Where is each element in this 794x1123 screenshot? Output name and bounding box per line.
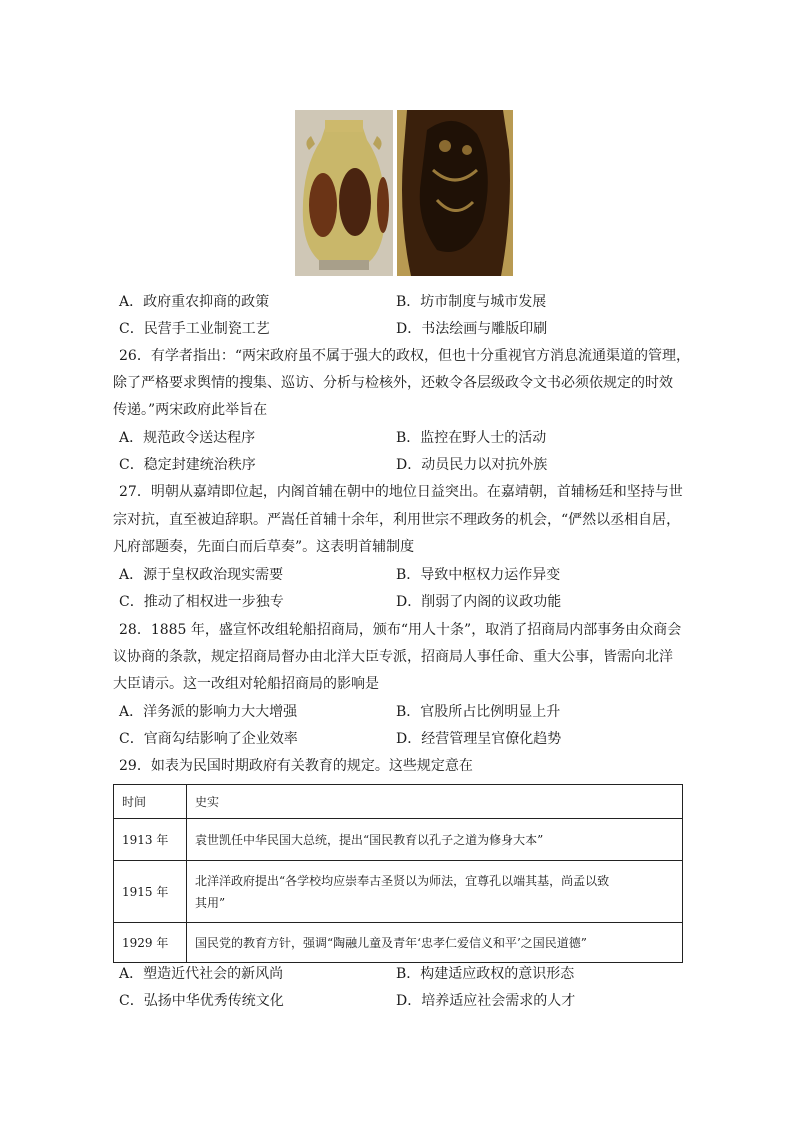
question-28-line-2: 议协商的条款，规定招商局督办由北洋大臣专派，招商局人事任命、重大公事，皆需向北洋 — [113, 649, 673, 665]
option-d: D．动员民力以对抗外族 — [396, 457, 548, 473]
option-a: A．源于皇权政治现实需要 — [119, 567, 284, 583]
question-27-line-2: 宗对抗，直至被迫辞职。严嵩任首辅十余年，利用世宗不理政务的机会，“俨然以丞相自居， — [113, 512, 681, 528]
table-cell-fact: 袁世凯任中华民国大总统，提出“国民教育以孔子之道为修身大本” — [187, 819, 683, 861]
option-d: D．削弱了内阁的议政功能 — [396, 594, 562, 610]
option-a: A．洋务派的影响力大大增强 — [119, 704, 298, 720]
table-row — [114, 861, 683, 923]
option-b: B．监控在野人士的活动 — [396, 430, 547, 446]
table-cell-year: 1929 年 — [114, 923, 187, 963]
option-c: C．民营手工业制瓷工艺 — [119, 321, 270, 337]
option-c: C．推动了相权进一步独专 — [119, 594, 284, 610]
option-b: B．坊市制度与城市发展 — [396, 294, 547, 310]
question-figure — [295, 110, 513, 276]
table-cell-year: 1915 年 — [114, 861, 187, 923]
option-a: A．政府重农抑商的政策 — [119, 294, 270, 310]
table-cell-fact: 国民党的教育方针，强调“陶融儿童及青年‘忠孝仁爱信义和平’之国民道德” — [187, 923, 683, 963]
option-b: B．官股所占比例明显上升 — [396, 704, 561, 720]
table-cell-fact-line-2: 其用” — [195, 895, 226, 910]
history-table — [113, 784, 683, 963]
question-26-line-1: 26．有学者指出：“两宋政府虽不属于强大的政权，但也十分重视官方消息流通渠道的管理， — [119, 348, 690, 364]
table-cell-year: 1913 年 — [114, 819, 187, 861]
option-c: C．弘扬中华优秀传统文化 — [119, 993, 284, 1009]
pattern-closeup-photo — [397, 110, 513, 276]
question-27-line-3: 凡府部题奏，先面白而后草奏”。这表明首辅制度 — [113, 539, 415, 555]
table-header-time: 时间 — [114, 785, 187, 819]
option-d: D．培养适应社会需求的人才 — [396, 993, 576, 1009]
porcelain-jar-photo — [295, 110, 393, 276]
question-26-line-3: 传递。”两宋政府此举旨在 — [113, 402, 268, 418]
table-cell-fact — [187, 861, 683, 923]
option-c: C．稳定封建统治秩序 — [119, 457, 256, 473]
question-28-line-1: 28．1885 年，盛宣怀改组轮船招商局，颁布“用人十条”，取消了招商局内部事务由众商会 — [119, 622, 682, 638]
table-header-row — [114, 785, 683, 819]
option-a: A．规范政令送达程序 — [119, 430, 256, 446]
question-27-line-1: 27．明朝从嘉靖即位起，内阁首辅在朝中的地位日益突出。在嘉靖朝，首辅杨廷和坚持与世 — [119, 484, 683, 500]
table-row — [114, 819, 683, 861]
question-29-line-1: 29．如表为民国时期政府有关教育的规定。这些规定意在 — [119, 758, 473, 774]
table-header-fact: 史实 — [187, 785, 683, 819]
option-c: C．官商勾结影响了企业效率 — [119, 731, 298, 747]
option-d: D．书法绘画与雕版印刷 — [396, 321, 548, 337]
option-a: A．塑造近代社会的新风尚 — [119, 966, 284, 982]
table-cell-fact-line-1: 北洋洋政府提出“各学校均应崇奉古圣贤以为师法，宜尊孔以端其基，尚孟以致 — [195, 873, 610, 888]
option-d: D．经营管理呈官僚化趋势 — [396, 731, 562, 747]
option-b: B．构建适应政权的意识形态 — [396, 966, 575, 982]
question-26-line-2: 除了严格要求舆情的搜集、巡访、分析与检核外，还敕令各层级政令文书必须依规定的时效 — [113, 375, 673, 391]
table-row — [114, 923, 683, 963]
question-28-line-3: 大臣请示。这一改组对轮船招商局的影响是 — [113, 676, 379, 692]
option-b: B．导致中枢权力运作异变 — [396, 567, 561, 583]
